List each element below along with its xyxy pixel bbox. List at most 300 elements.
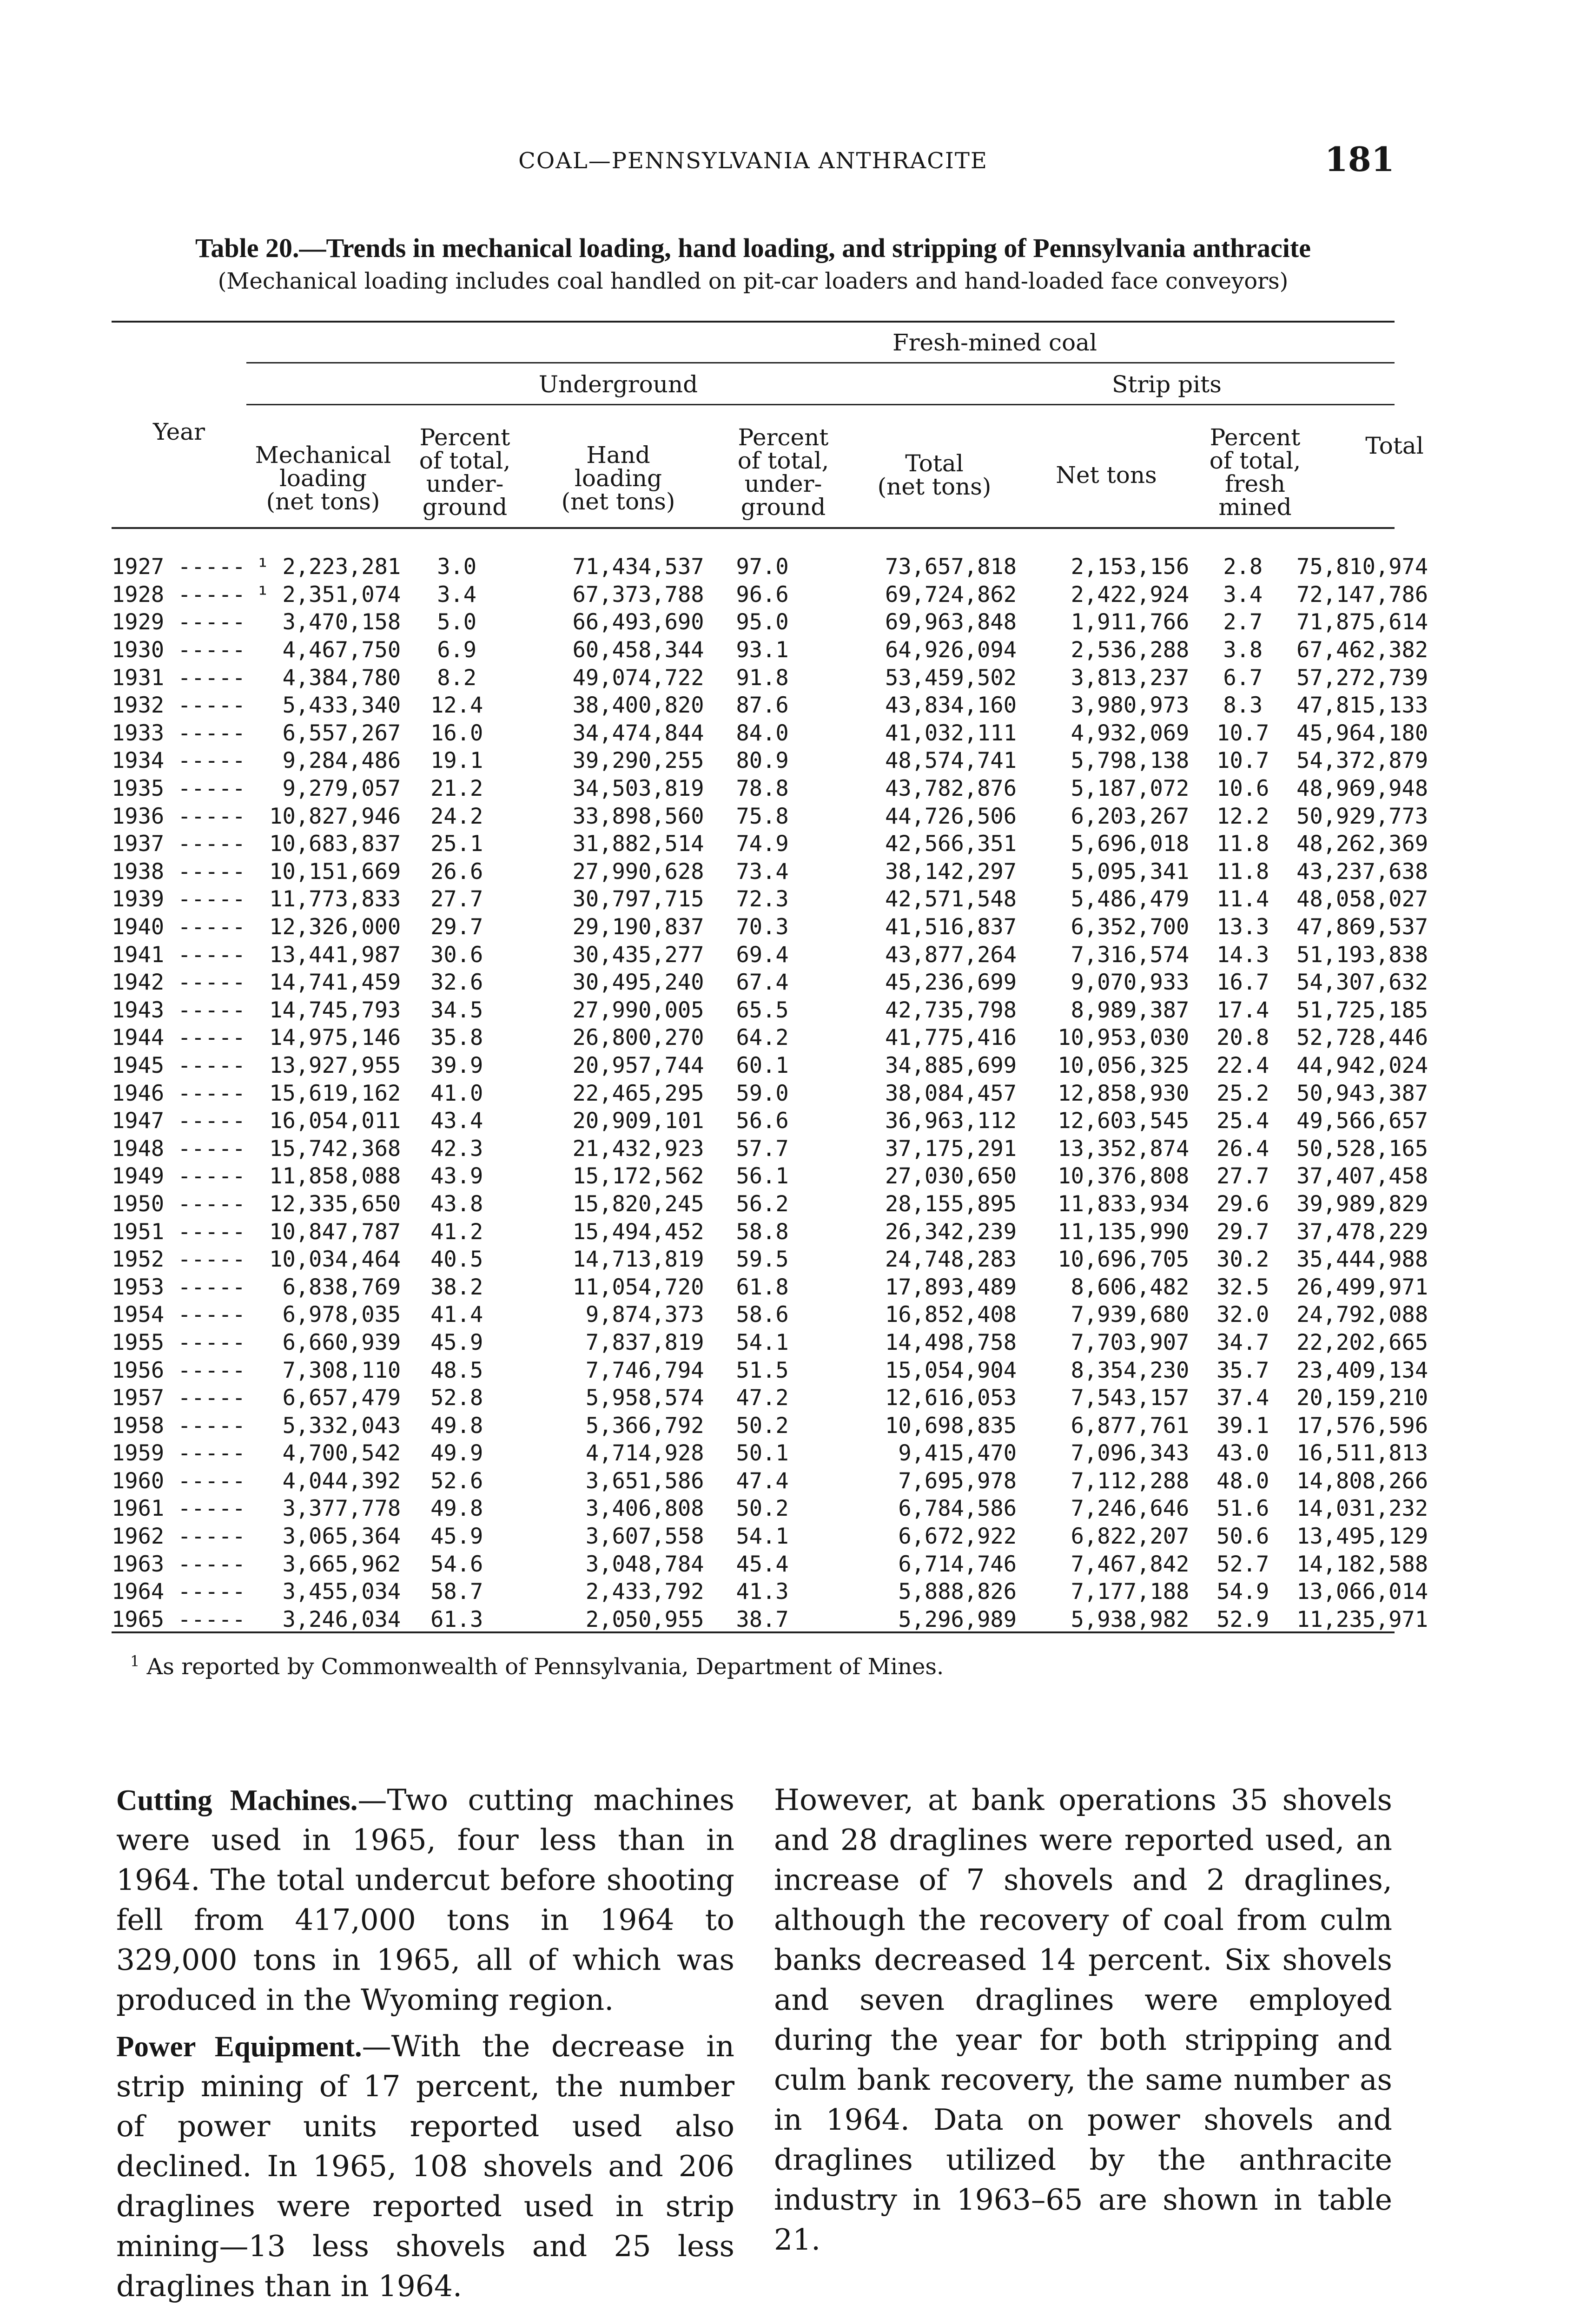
year-label: 1929 — [112, 609, 165, 635]
cell-pct-under-hand: 65.5 — [736, 997, 789, 1023]
leader-dots: ----- — [164, 1302, 246, 1328]
cell-pct-under-hand: 69.4 — [736, 942, 789, 968]
table-row — [112, 1190, 1395, 1218]
cell-mech-loading: 6,557,267 — [282, 720, 401, 746]
cell-year — [112, 1550, 247, 1578]
cell-strip-net-tons: 5,696,018 — [1071, 831, 1190, 857]
cell-total: 51,725,185 — [1296, 997, 1428, 1023]
cell-year — [112, 1329, 247, 1357]
cell-total: 54,372,879 — [1296, 748, 1428, 774]
running-head — [112, 139, 1395, 181]
cell-mech-loading: 4,700,542 — [282, 1440, 401, 1466]
cell-hand-loading: 26,800,270 — [572, 1025, 704, 1051]
cell-mech-loading: 6,660,939 — [282, 1329, 401, 1355]
year-label: 1943 — [112, 997, 165, 1023]
cell-total-underground: 37,175,291 — [885, 1136, 1017, 1162]
cell-total-underground: 24,748,283 — [885, 1247, 1017, 1273]
col-year: Year — [153, 418, 205, 445]
cell-strip-net-tons: 2,153,156 — [1071, 554, 1190, 580]
col-line: under- — [426, 470, 504, 497]
cell-pct-under-hand: 45.4 — [736, 1551, 789, 1577]
cell-year — [112, 1052, 247, 1080]
cell-strip-net-tons: 7,543,157 — [1071, 1385, 1190, 1411]
cell-year — [112, 1606, 247, 1634]
cell-mech-loading: 14,975,146 — [269, 1025, 401, 1051]
cell-hand-loading: 67,373,788 — [572, 581, 704, 607]
table-row — [112, 1079, 1395, 1107]
cell-strip-net-tons: 7,316,574 — [1071, 942, 1190, 968]
cell-year — [112, 720, 247, 747]
cell-total: 23,409,134 — [1296, 1357, 1428, 1383]
cell-year — [112, 1439, 247, 1467]
cell-mech-loading: ¹ 2,351,074 — [256, 581, 401, 607]
table-row — [112, 720, 1395, 747]
cell-pct-fresh-mined: 51.6 — [1216, 1496, 1269, 1522]
leader-dots: ----- — [164, 1440, 246, 1466]
cell-pct-fresh-mined: 11.8 — [1216, 858, 1269, 885]
table-row — [112, 1550, 1395, 1578]
cell-hand-loading: 27,990,005 — [572, 997, 704, 1023]
cell-mech-loading: 4,044,392 — [282, 1468, 401, 1494]
col-mech-loading — [246, 443, 400, 513]
cell-hand-loading: 15,494,452 — [572, 1219, 704, 1245]
table-row — [112, 581, 1395, 609]
cell-pct-under-mech: 42.3 — [430, 1136, 483, 1162]
leader-dots: ----- — [164, 942, 246, 968]
cell-hand-loading: 60,458,344 — [572, 637, 704, 663]
cell-strip-net-tons: 3,980,973 — [1071, 693, 1190, 719]
cell-pct-under-hand: 70.3 — [736, 914, 789, 940]
year-label: 1959 — [112, 1440, 165, 1466]
cell-strip-net-tons: 2,422,924 — [1071, 581, 1190, 607]
year-label: 1947 — [112, 1108, 165, 1134]
cell-hand-loading: 9,874,373 — [585, 1302, 704, 1328]
leader-dots: ----- — [164, 1496, 246, 1522]
cell-pct-fresh-mined: 52.7 — [1216, 1551, 1269, 1577]
cell-pct-fresh-mined: 37.4 — [1216, 1385, 1269, 1411]
cell-pct-under-mech: 27.7 — [430, 886, 483, 912]
cell-pct-under-mech: 3.0 — [437, 554, 477, 580]
leader-dots: ----- — [164, 886, 246, 912]
year-label: 1963 — [112, 1551, 165, 1577]
cell-hand-loading: 3,406,808 — [585, 1496, 704, 1522]
table-row — [112, 802, 1395, 830]
cell-pct-under-mech: 29.7 — [430, 914, 483, 940]
year-label: 1949 — [112, 1163, 165, 1189]
table-row — [112, 830, 1395, 858]
leader-dots: ----- — [164, 1579, 246, 1605]
cell-total-underground: 73,657,818 — [885, 554, 1017, 580]
cell-total: 48,969,948 — [1296, 776, 1428, 802]
col-pct-under-hand — [716, 426, 851, 519]
year-label: 1928 — [112, 581, 165, 607]
year-label: 1934 — [112, 748, 165, 774]
cell-total-underground: 45,236,699 — [885, 970, 1017, 996]
cell-pct-fresh-mined: 16.7 — [1216, 970, 1269, 996]
col-strip-net-tons: Net tons — [1056, 462, 1157, 489]
cell-year — [112, 969, 247, 997]
cell-pct-fresh-mined: 29.7 — [1216, 1219, 1269, 1245]
table-row — [112, 969, 1395, 997]
cell-hand-loading: 49,074,722 — [572, 665, 704, 691]
cell-pct-fresh-mined: 10.7 — [1216, 748, 1269, 774]
year-label: 1930 — [112, 637, 165, 663]
cell-pct-fresh-mined: 52.9 — [1216, 1606, 1269, 1632]
cell-pct-under-hand: 41.3 — [736, 1579, 789, 1605]
data-table — [112, 553, 1428, 1633]
cell-pct-fresh-mined: 3.8 — [1223, 637, 1263, 663]
col-line: Percent — [1210, 424, 1301, 451]
cell-pct-under-mech: 45.9 — [430, 1524, 483, 1550]
cell-year — [112, 1495, 247, 1523]
cell-pct-under-hand: 95.0 — [736, 609, 789, 635]
cell-pct-under-hand: 96.6 — [736, 581, 789, 607]
cell-pct-under-mech: 43.9 — [430, 1163, 483, 1189]
year-label: 1965 — [112, 1606, 165, 1632]
footnote-mark: 1 — [130, 1652, 140, 1670]
cell-strip-net-tons: 7,177,188 — [1071, 1579, 1190, 1605]
cell-total-underground: 5,296,989 — [898, 1606, 1017, 1632]
cell-total-underground: 48,574,741 — [885, 748, 1017, 774]
paragraph-body: —Two cutting machines were used in 1965, four less than in 1964. The total undercut before shooting fell from 417,000 tons in 1964 to 329,000 tons in 1965, all of which was produced in the Wyoming region. — [116, 1783, 734, 2017]
cell-strip-net-tons: 5,798,138 — [1071, 748, 1190, 774]
leader-dots: ----- — [164, 1551, 246, 1577]
leader-dots: ----- — [164, 997, 246, 1023]
cell-pct-fresh-mined: 48.0 — [1216, 1468, 1269, 1494]
cell-pct-fresh-mined: 17.4 — [1216, 997, 1269, 1023]
cell-year — [112, 941, 247, 969]
cell-year — [112, 581, 247, 609]
leader-dots: ----- — [164, 1274, 246, 1300]
header-rule — [246, 362, 1395, 363]
table-title: Table 20.—Trends in mechanical loading, hand loading, and stripping of Pennsylvania anthracite — [195, 233, 1311, 263]
cell-year — [112, 1107, 247, 1135]
cell-total-underground: 44,726,506 — [885, 803, 1017, 829]
col-mech-line: Mechanical — [255, 442, 391, 469]
cell-pct-fresh-mined: 43.0 — [1216, 1440, 1269, 1466]
cell-pct-fresh-mined: 8.3 — [1223, 693, 1263, 719]
col-pct-under-mech — [404, 426, 525, 519]
cell-year — [112, 858, 247, 886]
cell-hand-loading: 38,400,820 — [572, 693, 704, 719]
cell-pct-under-mech: 34.5 — [430, 997, 483, 1023]
table-row — [112, 1273, 1395, 1301]
col-line: Total — [905, 450, 964, 477]
col-pct-fresh-mined — [1190, 426, 1320, 519]
cell-total-underground: 41,516,837 — [885, 914, 1017, 940]
year-label: 1962 — [112, 1524, 165, 1550]
running-title: COAL—PENNSYLVANIA ANTHRACITE — [518, 148, 988, 174]
table-bottom-rule — [112, 1631, 1395, 1633]
cell-pct-under-mech: 25.1 — [430, 831, 483, 857]
cell-total-underground: 69,963,848 — [885, 609, 1017, 635]
cell-strip-net-tons: 6,352,700 — [1071, 914, 1190, 940]
cell-total: 11,235,971 — [1296, 1606, 1428, 1632]
year-label: 1946 — [112, 1080, 165, 1106]
cell-strip-net-tons: 5,095,341 — [1071, 858, 1190, 885]
col-line: Percent — [738, 424, 829, 451]
cell-year — [112, 692, 247, 720]
cell-pct-fresh-mined: 10.6 — [1216, 776, 1269, 802]
cell-total-underground: 34,885,699 — [885, 1052, 1017, 1078]
cell-strip-net-tons: 7,246,646 — [1071, 1496, 1190, 1522]
cell-mech-loading: 5,332,043 — [282, 1413, 401, 1439]
cell-pct-under-mech: 41.2 — [430, 1219, 483, 1245]
table-row — [112, 1218, 1395, 1246]
leader-dots: ----- — [164, 970, 246, 996]
table-row — [112, 1024, 1395, 1052]
leader-dots: ----- — [164, 637, 246, 663]
cell-total: 52,728,446 — [1296, 1025, 1428, 1051]
year-label: 1954 — [112, 1302, 165, 1328]
cell-year — [112, 885, 247, 913]
cell-total-underground: 38,084,457 — [885, 1080, 1017, 1106]
col-hand-loading — [525, 443, 711, 513]
cell-pct-fresh-mined: 34.7 — [1216, 1329, 1269, 1355]
leader-dots: ----- — [164, 1025, 246, 1051]
cell-total: 72,147,786 — [1296, 581, 1428, 607]
cell-mech-loading: 3,065,364 — [282, 1524, 401, 1550]
cell-year — [112, 1578, 247, 1606]
table-row — [112, 747, 1395, 775]
table-row — [112, 1329, 1395, 1357]
cell-pct-fresh-mined: 50.6 — [1216, 1524, 1269, 1550]
year-label: 1936 — [112, 803, 165, 829]
cell-pct-under-mech: 12.4 — [430, 693, 483, 719]
cell-pct-under-hand: 57.7 — [736, 1136, 789, 1162]
cell-total: 47,869,537 — [1296, 914, 1428, 940]
cell-pct-under-mech: 58.7 — [430, 1579, 483, 1605]
leader-dots: ----- — [164, 1524, 246, 1550]
cell-hand-loading: 66,493,690 — [572, 609, 704, 635]
cell-year — [112, 913, 247, 941]
cell-pct-fresh-mined: 6.7 — [1223, 665, 1263, 691]
header-underground: Underground — [538, 371, 698, 398]
cell-year — [112, 1467, 247, 1495]
cell-hand-loading: 20,909,101 — [572, 1108, 704, 1134]
cell-total: 13,066,014 — [1296, 1579, 1428, 1605]
cell-strip-net-tons: 11,833,934 — [1058, 1191, 1190, 1217]
cell-mech-loading: 10,034,464 — [269, 1247, 401, 1273]
cell-pct-fresh-mined: 2.8 — [1223, 554, 1263, 580]
cell-pct-under-hand: 56.6 — [736, 1108, 789, 1134]
cell-mech-loading: 13,441,987 — [269, 942, 401, 968]
cell-pct-fresh-mined: 20.8 — [1216, 1025, 1269, 1051]
cell-strip-net-tons: 1,911,766 — [1071, 609, 1190, 635]
cell-pct-under-hand: 75.8 — [736, 803, 789, 829]
cell-pct-under-hand: 78.8 — [736, 776, 789, 802]
cell-pct-fresh-mined: 11.8 — [1216, 831, 1269, 857]
cell-year — [112, 997, 247, 1024]
cell-pct-under-hand: 54.1 — [736, 1524, 789, 1550]
cell-pct-under-mech: 49.8 — [430, 1496, 483, 1522]
cell-strip-net-tons: 7,467,842 — [1071, 1551, 1190, 1577]
table-row — [112, 1412, 1395, 1439]
table-row — [112, 553, 1395, 581]
table-row — [112, 608, 1395, 636]
leader-dots: ----- — [164, 858, 246, 885]
cell-pct-under-mech: 35.8 — [430, 1025, 483, 1051]
cell-pct-under-mech: 49.8 — [430, 1413, 483, 1439]
page-number: 181 — [1324, 139, 1395, 179]
cell-year — [112, 830, 247, 858]
cell-total: 37,407,458 — [1296, 1163, 1428, 1189]
cell-hand-loading: 39,290,255 — [572, 748, 704, 774]
cell-total: 24,792,088 — [1296, 1302, 1428, 1328]
cell-total: 43,237,638 — [1296, 858, 1428, 885]
cell-total-underground: 17,893,489 — [885, 1274, 1017, 1300]
leader-dots: ----- — [164, 581, 246, 607]
cell-pct-under-mech: 48.5 — [430, 1357, 483, 1383]
cell-total-underground: 26,342,239 — [885, 1219, 1017, 1245]
table-row — [112, 1606, 1395, 1634]
cell-total: 16,511,813 — [1296, 1440, 1428, 1466]
table-caption — [112, 232, 1395, 294]
cell-hand-loading: 30,435,277 — [572, 942, 704, 968]
cell-hand-loading: 14,713,819 — [572, 1247, 704, 1273]
year-label: 1945 — [112, 1052, 165, 1078]
cell-pct-under-mech: 32.6 — [430, 970, 483, 996]
leader-dots: ----- — [164, 1385, 246, 1411]
leader-dots: ----- — [164, 1163, 246, 1189]
cell-total: 35,444,988 — [1296, 1247, 1428, 1273]
cell-strip-net-tons: 6,822,207 — [1071, 1524, 1190, 1550]
cell-strip-net-tons: 5,187,072 — [1071, 776, 1190, 802]
cell-total-underground: 16,852,408 — [885, 1302, 1017, 1328]
year-label: 1944 — [112, 1025, 165, 1051]
cell-mech-loading: 10,827,946 — [269, 803, 401, 829]
cell-mech-loading: ¹ 2,223,281 — [256, 554, 401, 580]
cell-total: 13,495,129 — [1296, 1524, 1428, 1550]
table-row — [112, 1135, 1395, 1162]
cell-mech-loading: 3,246,034 — [282, 1606, 401, 1632]
cell-pct-under-hand: 67.4 — [736, 970, 789, 996]
cell-hand-loading: 3,651,586 — [585, 1468, 704, 1494]
cell-pct-under-mech: 3.4 — [437, 581, 477, 607]
paragraph-power-equipment — [116, 2027, 734, 2306]
year-label: 1964 — [112, 1579, 165, 1605]
year-label: 1956 — [112, 1357, 165, 1383]
cell-pct-fresh-mined: 14.3 — [1216, 942, 1269, 968]
cell-year — [112, 1079, 247, 1107]
cell-total: 48,262,369 — [1296, 831, 1428, 857]
cell-year — [112, 1190, 247, 1218]
cell-pct-under-mech: 41.0 — [430, 1080, 483, 1106]
cell-pct-under-mech: 16.0 — [430, 720, 483, 746]
cell-pct-under-mech: 49.9 — [430, 1440, 483, 1466]
text-column-left — [116, 1780, 734, 2313]
table-row — [112, 858, 1395, 886]
table-body — [112, 553, 1428, 1633]
col-line: of total, — [419, 447, 511, 474]
cell-total: 45,964,180 — [1296, 720, 1428, 746]
cell-pct-under-hand: 59.0 — [736, 1080, 789, 1106]
footnote — [130, 1652, 944, 1680]
table-row — [112, 941, 1395, 969]
leader-dots: ----- — [164, 1329, 246, 1355]
cell-hand-loading: 21,432,923 — [572, 1136, 704, 1162]
cell-pct-fresh-mined: 32.5 — [1216, 1274, 1269, 1300]
cell-pct-under-mech: 30.6 — [430, 942, 483, 968]
cell-year — [112, 1301, 247, 1329]
cell-year — [112, 1384, 247, 1412]
header-fresh-mined: Fresh-mined coal — [892, 329, 1097, 356]
col-line: of total, — [1209, 447, 1301, 474]
cell-pct-under-hand: 60.1 — [736, 1052, 789, 1078]
cell-pct-fresh-mined: 2.7 — [1223, 609, 1263, 635]
table-row — [112, 997, 1395, 1024]
paragraph-bank-operations: However, at bank operations 35 shovels and 28 draglines were reported used, an increase of 7 shovels and 2 draglines, although the recovery of coal from culm banks decreased 14 percent. Six shovels and seven draglines were employed during the year for both stripping and culm bank recovery, the same number as in 1964. Data on power shovels and draglines utilized by the anthracite industry in 1963–65 are shown in table 21. — [774, 1783, 1392, 2257]
run-in-head: Cutting Machines. — [116, 1784, 358, 1816]
cell-strip-net-tons: 6,877,761 — [1071, 1413, 1190, 1439]
year-label: 1941 — [112, 942, 165, 968]
cell-pct-under-mech: 8.2 — [437, 665, 477, 691]
cell-pct-under-mech: 54.6 — [430, 1551, 483, 1577]
cell-strip-net-tons: 7,112,288 — [1071, 1468, 1190, 1494]
leader-dots: ----- — [164, 1357, 246, 1383]
col-line: Hand — [586, 442, 650, 469]
cell-year — [112, 1162, 247, 1190]
cell-strip-net-tons: 3,813,237 — [1071, 665, 1190, 691]
cell-total: 47,815,133 — [1296, 693, 1428, 719]
table-row — [112, 913, 1395, 941]
cell-hand-loading: 34,474,844 — [572, 720, 704, 746]
leader-dots: ----- — [164, 1606, 246, 1632]
cell-pct-fresh-mined: 29.6 — [1216, 1191, 1269, 1217]
year-label: 1961 — [112, 1496, 165, 1522]
cell-year — [112, 636, 247, 664]
cell-mech-loading: 14,741,459 — [269, 970, 401, 996]
col-line: ground — [422, 494, 508, 521]
cell-total-underground: 10,698,835 — [885, 1413, 1017, 1439]
table-row — [112, 1467, 1395, 1495]
cell-hand-loading: 5,366,792 — [585, 1413, 704, 1439]
cell-hand-loading: 27,990,628 — [572, 858, 704, 885]
cell-total-underground: 64,926,094 — [885, 637, 1017, 663]
cell-pct-fresh-mined: 32.0 — [1216, 1302, 1269, 1328]
year-label: 1958 — [112, 1413, 165, 1439]
cell-mech-loading: 11,858,088 — [269, 1163, 401, 1189]
table-row — [112, 1495, 1395, 1523]
cell-hand-loading: 30,797,715 — [572, 886, 704, 912]
leader-dots: ----- — [164, 1080, 246, 1106]
header-rule — [246, 404, 1395, 405]
cell-pct-under-mech: 6.9 — [437, 637, 477, 663]
cell-strip-net-tons: 11,135,990 — [1058, 1219, 1190, 1245]
text-column-right — [774, 1780, 1392, 2266]
cell-total-underground: 6,672,922 — [898, 1524, 1017, 1550]
cell-total-underground: 69,724,862 — [885, 581, 1017, 607]
cell-year — [112, 1273, 247, 1301]
cell-pct-under-hand: 58.8 — [736, 1219, 789, 1245]
year-label: 1950 — [112, 1191, 165, 1217]
table-row — [112, 1356, 1395, 1384]
cell-pct-under-hand: 97.0 — [736, 554, 789, 580]
cell-pct-under-hand: 74.9 — [736, 831, 789, 857]
col-line: (net tons) — [561, 488, 675, 515]
cell-mech-loading: 10,151,669 — [269, 858, 401, 885]
paragraph-body: —With the decrease in strip mining of 17 percent, the number of power units reported used also declined. In 1965, 108 shovels and 206 draglines were reported used in strip mining—13 less shovels and 25 less draglines than in 1964. — [116, 2029, 734, 2303]
cell-pct-under-hand: 59.5 — [736, 1247, 789, 1273]
leader-dots: ----- — [164, 720, 246, 746]
cell-pct-under-hand: 61.8 — [736, 1274, 789, 1300]
cell-total: 50,943,387 — [1296, 1080, 1428, 1106]
cell-strip-net-tons: 4,932,069 — [1071, 720, 1190, 746]
cell-total-underground: 28,155,895 — [885, 1191, 1017, 1217]
cell-pct-under-hand: 72.3 — [736, 886, 789, 912]
cell-total-underground: 9,415,470 — [898, 1440, 1017, 1466]
leader-dots: ----- — [164, 1052, 246, 1078]
